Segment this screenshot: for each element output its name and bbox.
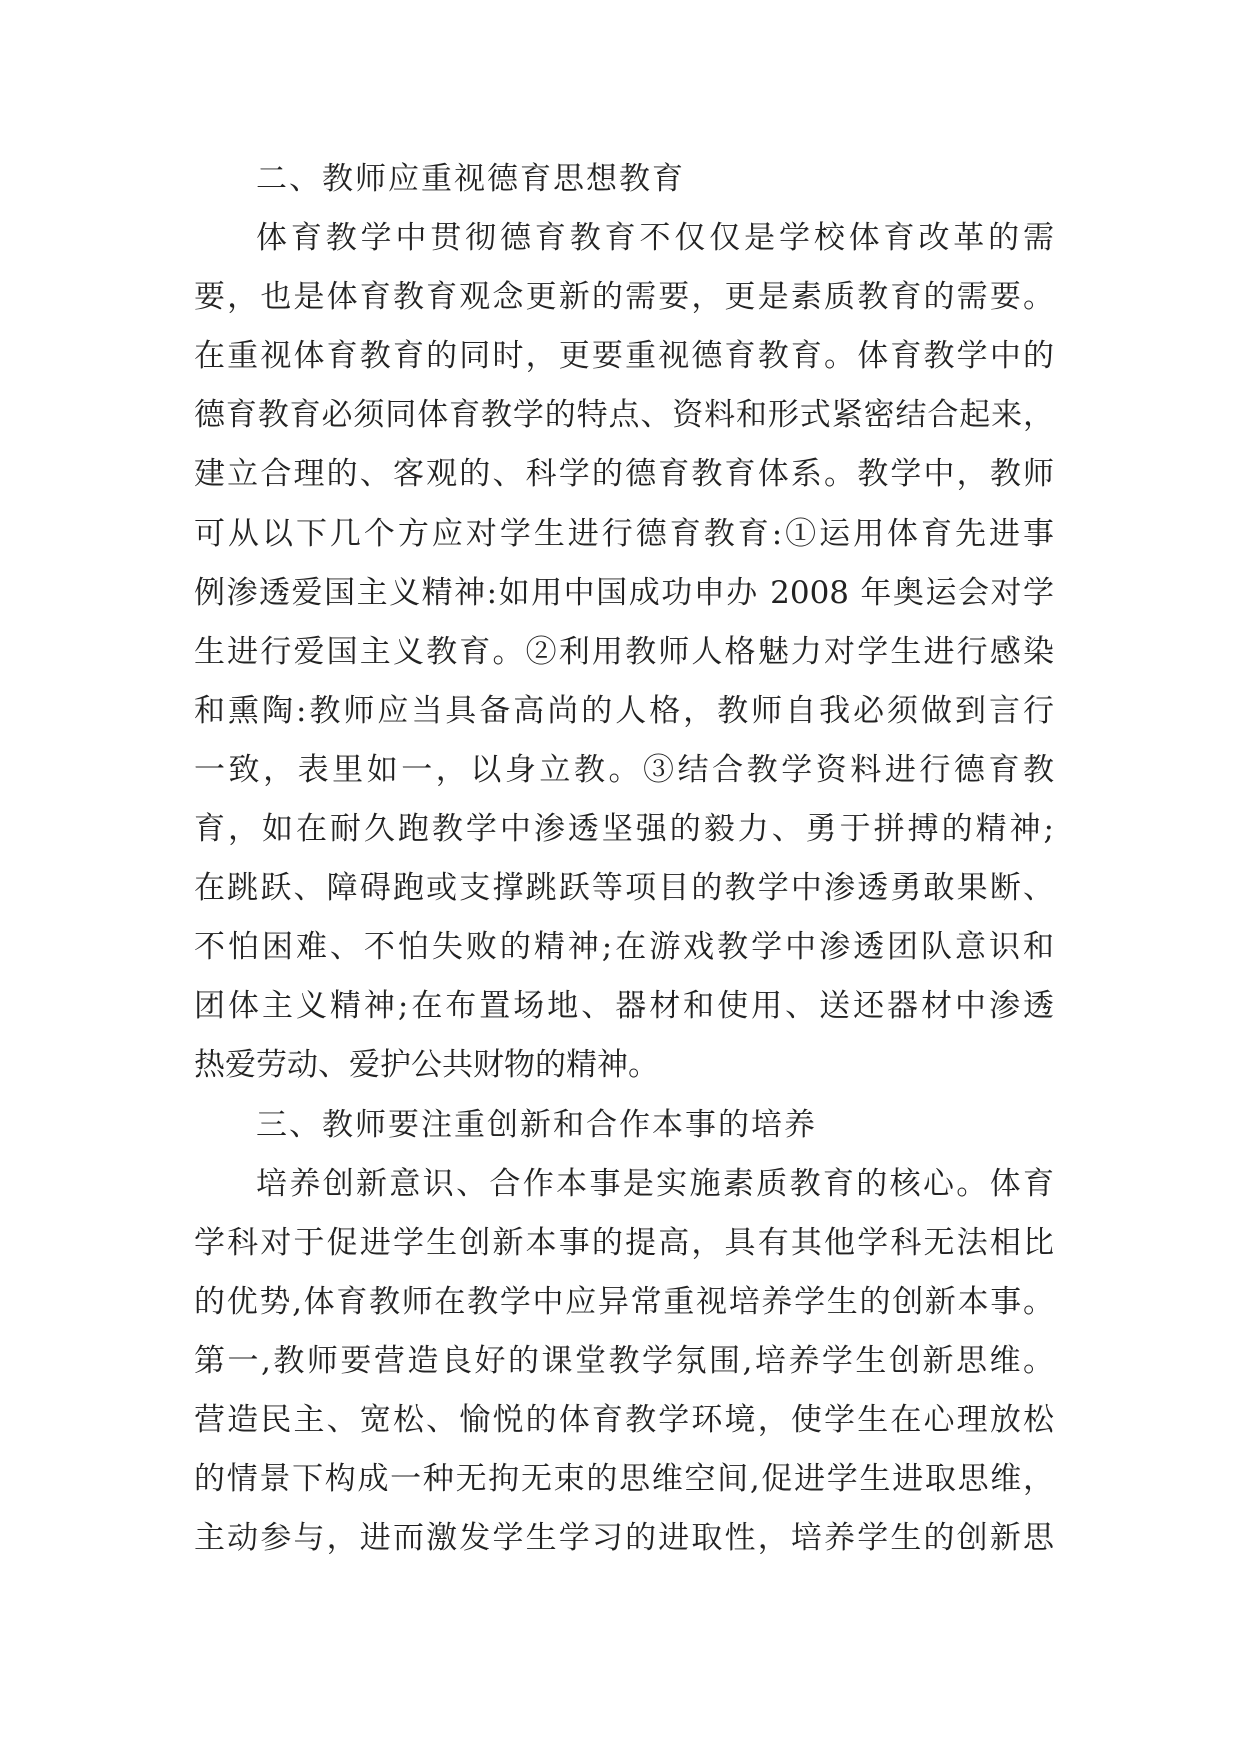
paragraph-line: 在跳跃、障碍跑或支撑跳跃等项目的教学中渗透勇敢果断、 <box>194 870 1054 907</box>
section-heading: 三、教师要注重创新和合作本事的培养 <box>256 1106 817 1143</box>
paragraph-line: 可从以下几个方应对学生进行德育教育:①运用体育先进事 <box>194 515 1054 552</box>
paragraph-line: 育，如在耐久跑教学中渗透坚强的毅力、勇于拼搏的精神; <box>194 811 1054 848</box>
paragraph-line: 不怕困难、不怕失败的精神;在游戏教学中渗透团队意识和 <box>194 929 1054 966</box>
paragraph-line: 和熏陶:教师应当具备高尚的人格，教师自我必须做到言行 <box>194 692 1054 729</box>
paragraph-line: 营造民主、宽松、愉悦的体育教学环境，使学生在心理放松 <box>194 1401 1054 1438</box>
paragraph-line: 生进行爱国主义教育。②利用教师人格魅力对学生进行感染 <box>194 633 1054 670</box>
paragraph-line: 德育教育必须同体育教学的特点、资料和形式紧密结合起来， <box>194 397 1054 434</box>
paragraph-line: 一致，表里如一，以身立教。③结合教学资料进行德育教 <box>194 751 1054 788</box>
paragraph-line: 的情景下构成一种无拘无束的思维空间,促进学生进取思维， <box>194 1461 1054 1498</box>
paragraph-line: 建立合理的、客观的、科学的德育教育体系。教学中，教师 <box>194 456 1054 493</box>
paragraph-line: 主动参与，进而激发学生学习的进取性，培养学生的创新思 <box>194 1520 1054 1557</box>
document-body <box>194 150 1054 1568</box>
paragraph-line: 团体主义精神;在布置场地、器材和使用、送还器材中渗透 <box>194 988 1054 1025</box>
paragraph-line: 体育教学中贯彻德育教育不仅仅是学校体育改革的需 <box>256 220 1054 257</box>
paragraph-line: 第一,教师要营造良好的课堂教学氛围,培养学生创新思维。 <box>194 1342 1054 1379</box>
paragraph-line: 例渗透爱国主义精神:如用中国成功申办 2008 年奥运会对学 <box>194 574 1054 611</box>
paragraph-line: 热爱劳动、爱护公共财物的精神。 <box>194 1047 659 1084</box>
paragraph-line: 在重视体育教育的同时，更要重视德育教育。体育教学中的 <box>194 338 1054 375</box>
paragraph-line: 的优势,体育教师在教学中应异常重视培养学生的创新本事。 <box>194 1283 1054 1320</box>
section-heading: 二、教师应重视德育思想教育 <box>256 161 685 197</box>
paragraph-line: 学科对于促进学生创新本事的提高，具有其他学科无法相比 <box>194 1224 1054 1261</box>
paragraph-line: 培养创新意识、合作本事是实施素质教育的核心。体育 <box>256 1165 1054 1202</box>
paragraph-line: 要，也是体育教育观念更新的需要，更是素质教育的需要。 <box>194 279 1054 316</box>
